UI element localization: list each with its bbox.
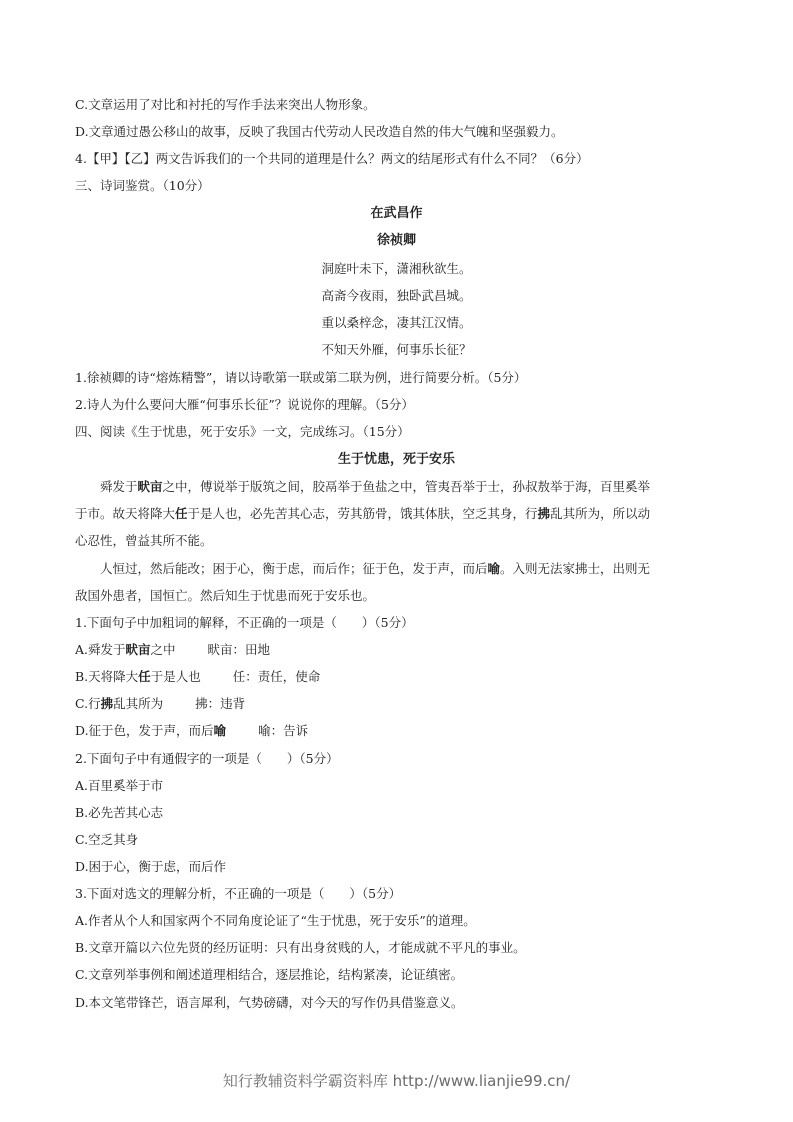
passage-p1-line-2 — [75, 506, 725, 522]
passage-p1-line-3: 心忍性，曾益其所不能。 — [75, 533, 213, 548]
bold-word: 喻 — [213, 723, 227, 738]
q2-stem: 2.下面句子中有通假字的一项是（ ）（5分） — [75, 751, 339, 766]
bold-word: 拂 — [537, 506, 551, 521]
q1-option-a — [75, 642, 725, 658]
q1-option-d — [75, 723, 725, 739]
text-run: C.行 — [75, 696, 101, 711]
section-3-heading: 三、诗词鉴赏。（10分） — [75, 178, 210, 193]
question-4-text: 4.【甲】【乙】两文告诉我们的一个共同的道理是什么？两文的结尾形式有什么不同？（6分） — [75, 151, 589, 166]
text-run: 乱其所为，所以动 — [550, 506, 651, 521]
gloss: 拂：违背 — [195, 696, 246, 711]
q3-option-a: A.作者从个人和国家两个不同角度论证了“生于忧患，死于安乐”的道理。 — [75, 913, 476, 928]
poem-author: 徐祯卿 — [376, 233, 416, 248]
q2-option-d: D.困于心，衡于虑，而后作 — [75, 859, 227, 874]
q3-stem: 3.下面对选文的理解分析，不正确的一项是（ ）（5分） — [75, 886, 402, 901]
q2-option-b: B.必先苦其心志 — [75, 805, 164, 820]
text-run: 。入则无法家拂士，出则无 — [500, 561, 651, 576]
text-run: 之中，傅说举于版筑之间，胶鬲举于鱼盐之中，管夷吾举于士，孙叔敖举于海，百里奚举 — [162, 479, 651, 494]
text-run: A.舜发于 — [75, 642, 126, 657]
q1-option-b — [75, 669, 725, 685]
gloss: 任：责任，使命 — [232, 669, 321, 684]
option-d-text: D.文章通过愚公移山的故事，反映了我国古代劳动人民改造自然的伟大气魄和坚强毅力。 — [75, 124, 564, 139]
gloss: 喻：告诉 — [258, 723, 309, 738]
passage-p2-line-2: 敌国外患者，国恒亡。然后知生于忧患而死于安乐也。 — [75, 588, 376, 603]
footer-watermark: 知行教辅资料学霸资料库 http://www.lianjie99.cn/ — [222, 1072, 571, 1090]
bold-word: 畎亩 — [137, 479, 163, 494]
text-run: 乱其所为 — [113, 696, 164, 711]
bold-word: 喻 — [487, 561, 501, 576]
q1-option-c — [75, 696, 725, 712]
poem-title: 在武昌作 — [370, 206, 423, 221]
option-c-text: C.文章运用了对比和衬托的写作手法来突出人物形象。 — [75, 97, 376, 112]
text-run: 于市。故天将降大 — [75, 506, 176, 521]
bold-word: 畎亩 — [125, 642, 151, 657]
bold-word: 任 — [138, 669, 151, 684]
q3-option-b: B.文章开篇以六位先贤的经历证明：只有出身贫贱的人，才能成就不平凡的事业。 — [75, 940, 526, 955]
poem-line-1: 洞庭叶未下，潇湘秋欲生。 — [321, 261, 472, 276]
bold-word: 任 — [175, 506, 188, 521]
passage-title: 生于忧患，死于安乐 — [337, 452, 455, 467]
q3-option-d: D.本文笔带锋芒，语言犀利，气势磅礴，对今天的写作仍具借鉴意义。 — [75, 995, 464, 1010]
text-run: 于是人也 — [150, 669, 201, 684]
passage-p1-line-1 — [100, 479, 750, 495]
text-run: 之中 — [150, 642, 176, 657]
text-run: 于是人也，必先苦其心志，劳其筋骨，饿其体肤，空乏其身，行 — [187, 506, 538, 521]
q3-option-c: C.文章列举事例和阐述道理相结合，逐层推论，结构紧凑，论证缜密。 — [75, 967, 464, 982]
text-run: B.天将降大 — [75, 669, 139, 684]
poem-question-1: 1.徐祯卿的诗“熔炼精警”，请以诗歌第一联或第二联为例，进行简要分析。（5分） — [75, 370, 527, 385]
gloss: 畎亩：田地 — [207, 642, 271, 657]
text-run: 人恒过，然后能改；困于心，衡于虑，而后作；征于色，发于声，而后 — [100, 561, 488, 576]
text-run: D.征于色，发于声，而后 — [75, 723, 214, 738]
poem-line-3: 重以桑梓念，凄其江汉情。 — [321, 315, 472, 330]
text-run: 舜发于 — [100, 479, 138, 494]
poem-line-4: 不知天外雁，何事乐长征？ — [321, 342, 472, 357]
q2-option-c: C.空乏其身 — [75, 832, 139, 847]
poem-line-2: 高斋今夜雨，独卧武昌城。 — [321, 288, 472, 303]
section-4-heading: 四、阅读《生于忧患，死于安乐》一文，完成练习。（15分） — [75, 424, 410, 439]
passage-p2-line-1 — [100, 561, 750, 577]
q1-stem: 1.下面句子中加粗词的解释，不正确的一项是（ ）（5分） — [75, 615, 414, 630]
q2-option-a: A.百里奚举于市 — [75, 778, 164, 793]
bold-word: 拂 — [100, 696, 114, 711]
poem-question-2: 2.诗人为什么要问大雁“何事乐长征”？说说你的理解。（5分） — [75, 397, 414, 412]
